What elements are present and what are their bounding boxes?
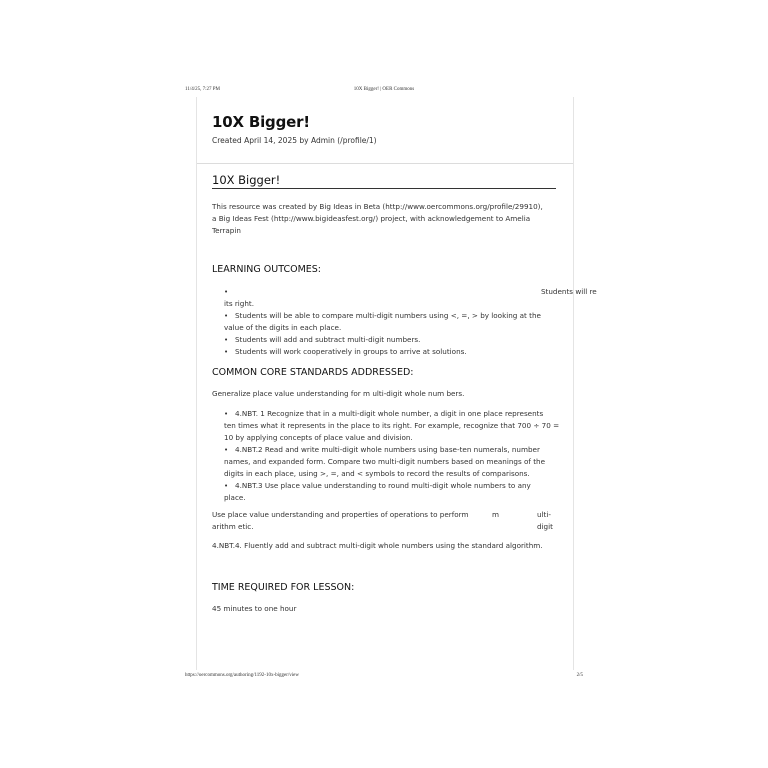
use-place-value-text: Use place value understanding and properties of operations to perform [212, 510, 469, 519]
nbt4-paragraph: 4.NBT.4. Fluently add and subtract multi-digit whole numbers using the standard algorithm. [212, 541, 543, 550]
intro-line: Terrapin [212, 226, 241, 235]
bullet-icon: • [224, 482, 229, 490]
intro-line: This resource was created by Big Ideas in Beta (http://www.oercommons.org/profile/29910), [212, 202, 543, 211]
page-header [197, 97, 573, 164]
list-item-text: its right. [224, 299, 255, 308]
use-place-value-text: arithm etic. [212, 522, 254, 531]
list-item [224, 310, 569, 334]
list-item [224, 346, 569, 358]
list-item-text: place. [224, 493, 246, 502]
truncated-outcome-text: Students will re [541, 287, 597, 296]
intro-paragraph [212, 201, 557, 237]
print-datetime: 11/4/25, 7:27 PM [185, 87, 220, 92]
bullet-icon: • [224, 288, 229, 296]
use-place-value-text: ulti-digit [537, 510, 553, 531]
time-required-value: 45 minutes to one hour [212, 604, 297, 613]
bullet-icon: • [224, 336, 229, 344]
print-url: https://oercommons.org/authoring/1192-10x-bigger/view [185, 673, 300, 678]
list-item [224, 444, 569, 480]
list-item-text: 4.NBT. 1 Recognize that in a multi-digit whole number, a digit in one place represents [235, 409, 544, 418]
learning-outcomes-list [224, 286, 569, 358]
content-heading: 10X Bigger! [212, 173, 556, 189]
generalize-paragraph: Generalize place value understanding for m ulti-digit whole num bers. [212, 389, 465, 398]
bullet-icon: • [224, 410, 229, 418]
bullet-icon: • [224, 446, 229, 454]
list-item-text: 10 by applying concepts of place value and division. [224, 433, 413, 442]
bullet-icon: • [224, 348, 229, 356]
document-page [196, 97, 597, 670]
list-item [224, 408, 569, 444]
time-required-heading: TIME REQUIRED FOR LESSON: [212, 582, 355, 593]
page-title: 10X Bigger! [212, 113, 310, 131]
use-place-value-text: m [492, 510, 500, 519]
intro-line: a Big Ideas Fest (http://www.bigideasfest.org/) project, with acknowledgement to Amelia [212, 214, 531, 223]
list-item-text: 4.NBT.3 Use place value understanding to round multi-digit whole numbers to any [235, 481, 531, 490]
list-item [224, 334, 569, 346]
list-item [224, 480, 569, 504]
list-item-text: Students will work cooperatively in groups to arrive at solutions. [235, 347, 467, 356]
list-item-text: Students will add and subtract multi-digit numbers. [235, 335, 421, 344]
print-page-number: 2/5 [576, 673, 583, 678]
use-place-value-paragraph [212, 509, 557, 533]
list-item-text: Students will be able to compare multi-digit numbers using <, =, > by looking at the [235, 311, 541, 320]
print-doc-title: 10X Bigger! | OER Commons [353, 87, 415, 92]
standards-heading: COMMON CORE STANDARDS ADDRESSED: [212, 367, 414, 378]
created-info: Created April 14, 2025 by Admin (/profile/1) [212, 136, 377, 145]
list-item-text: ten times what it represents in the place to its right. For example, recognize that 700 ÷ 70 = [224, 421, 560, 430]
standards-list [224, 408, 569, 504]
list-item-text: digits in each place, using >, =, and < symbols to record the results of comparisons. [224, 469, 530, 478]
list-item-text: names, and expanded form. Compare two multi-digit numbers based on meanings of the [224, 457, 546, 466]
list-item [224, 286, 569, 310]
bullet-icon: • [224, 312, 229, 320]
list-item-text: 4.NBT.2 Read and write multi-digit whole numbers using base-ten numerals, number [235, 445, 540, 454]
list-item-text: value of the digits in each place. [224, 323, 342, 332]
learning-outcomes-heading: LEARNING OUTCOMES: [212, 264, 322, 275]
